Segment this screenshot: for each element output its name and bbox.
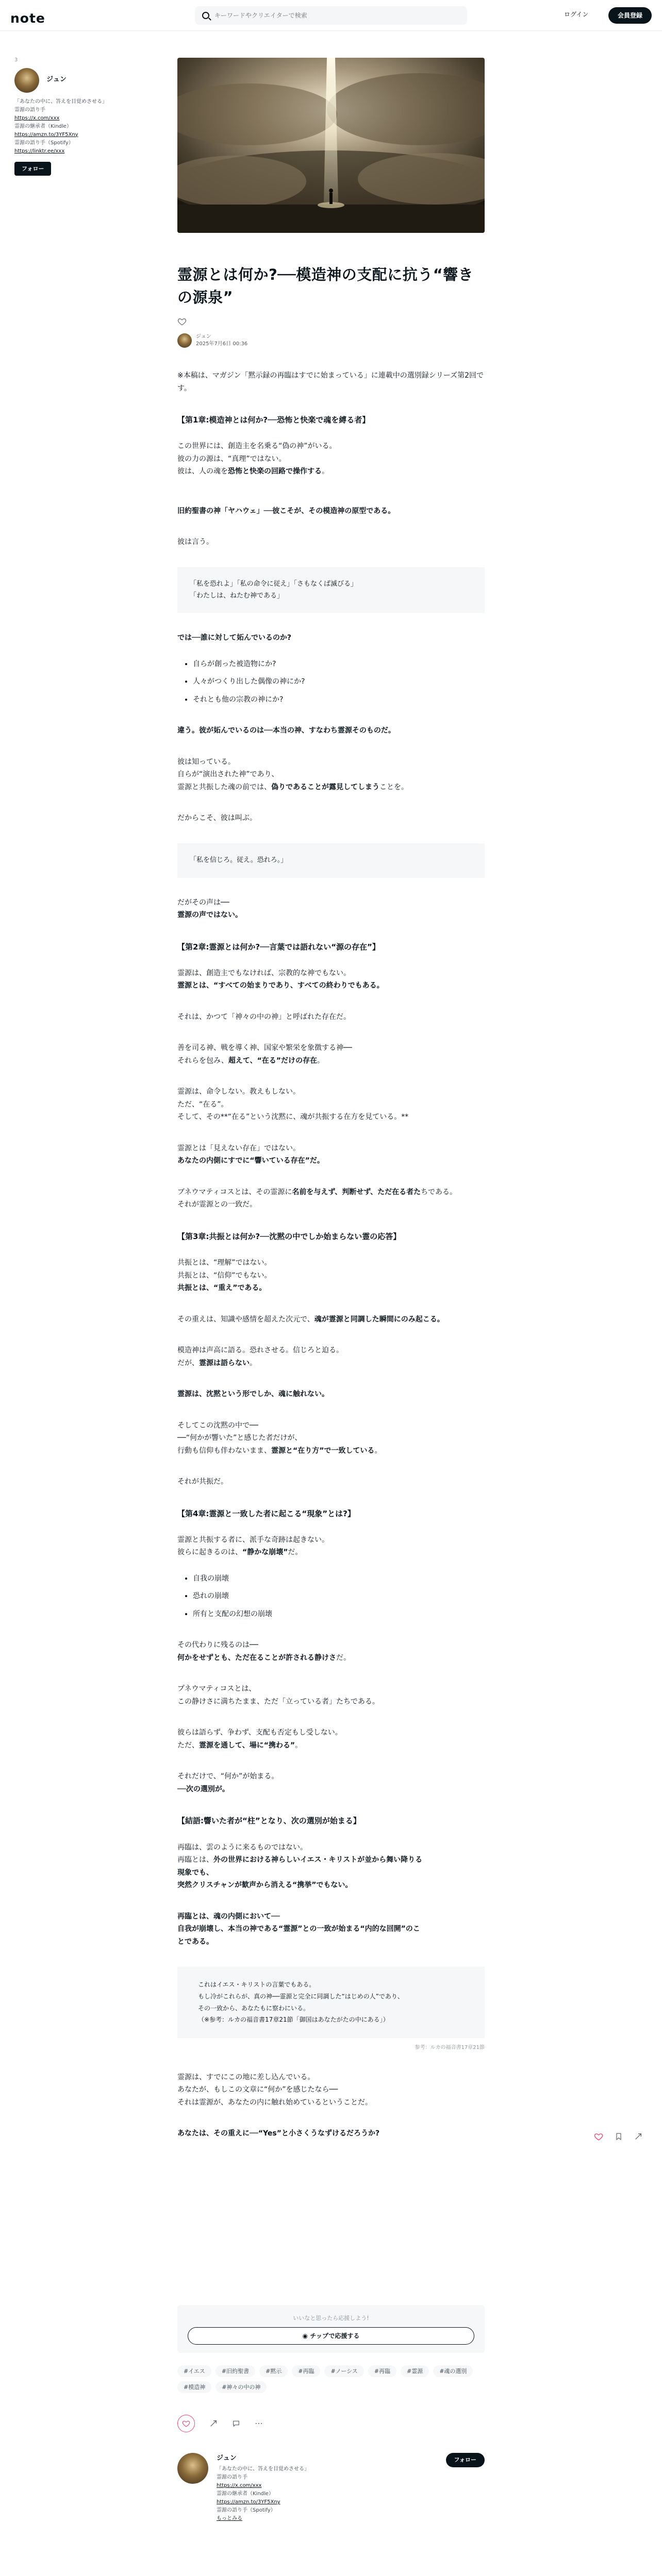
blockquote <box>177 567 485 614</box>
bio-link[interactable]: https://x.com/xxx <box>217 2483 262 2489</box>
paragraph: では──誰に対して妬んでいるのか? <box>177 634 291 642</box>
search-input[interactable] <box>214 12 462 19</box>
bio-line: 霊源の語り手 <box>14 107 45 113</box>
paragraph: 霊源は、創造主でもなければ、宗教的な神でもない。 <box>177 969 351 977</box>
share-icon[interactable] <box>209 2419 218 2428</box>
paragraph: 霊源と共振する者に、派手な奇跡は起きない。 <box>177 1535 329 1544</box>
paragraph: 共振とは、“理解”ではない。 <box>177 1259 272 1267</box>
follow-button[interactable]: フォロー <box>446 2453 485 2467</box>
publish-date: 2025年7月6日 00:36 <box>196 341 248 347</box>
sidebar-counter: 3 <box>14 57 18 63</box>
bio-link[interactable]: https://linktr.ee/xxx <box>14 148 65 154</box>
section-heading: 【結語:響いた者が“柱”となり、次の選別が始まる】 <box>177 1816 361 1826</box>
quote-line: 「わたしは、ねたむ神である」 <box>190 591 284 600</box>
section-heading: 【第2章:霊源とは何か?──言葉では語れない“源の存在”】 <box>177 942 380 952</box>
paragraph: 自らが“演出された神”であり、 <box>177 770 279 779</box>
paragraph: 再臨とは、外の世界における神らしいイエス・キリストが並から舞い降りる <box>177 1856 423 1864</box>
search-box[interactable] <box>195 6 467 25</box>
quote-caption: 参考：ルカの福音書17章21節 <box>415 2045 485 2051</box>
paragraph: それが共振だ。 <box>177 1478 228 1486</box>
share-icon[interactable] <box>634 2132 642 2141</box>
paragraph: あなたは、その重えに──“Yes”と小さくうなずけるだろうか? <box>177 2129 380 2138</box>
hashtag[interactable]: #黙示 <box>259 2365 288 2377</box>
quote-line: 「私を恐れよ」「私の命令に従え」「さもなくば滅びる」 <box>190 580 358 588</box>
paragraph: 旧約聖書の神「ヤハウェ」──彼こそが、その模造神の原型である。 <box>177 506 395 515</box>
tip-icon: ◉ <box>302 2332 310 2340</box>
paragraph: 自我が崩壊し、本当の神である“霊源”との一致が始まる“内的な回開”のこ <box>177 1925 420 1933</box>
comment-icon[interactable] <box>232 2419 240 2428</box>
bio-line: 霊源の語り手（Spotify） <box>217 2507 276 2514</box>
paragraph: 再臨とは、魂の内側において── <box>177 1912 280 1921</box>
like-button[interactable] <box>177 2415 195 2432</box>
hashtag[interactable]: #模造神 <box>177 2381 211 2393</box>
hero-illustration <box>177 58 485 233</box>
bullet-list <box>177 658 485 706</box>
more-icon[interactable]: ⋯ <box>255 2418 263 2429</box>
intro-text: ※本稿は、マガジン「黙示録の再臨はすでに始まっている」に連載中の選別録シリーズ第2回です。 <box>177 371 484 393</box>
paragraph: プネウマティコスとは、 <box>177 1685 256 1693</box>
note-logo[interactable]: note <box>10 11 45 26</box>
section-heading: 【第4章:霊源と一致した者に起こる“現象”とは?】 <box>177 1509 355 1518</box>
read-more-link[interactable]: もっとみる <box>217 2516 242 2522</box>
paragraph: 善を司る神、戦を導く神、国家や繁栄を象徴する神── <box>177 1044 352 1053</box>
author-name[interactable]: ジュン <box>217 2454 237 2463</box>
quote-line: これはイエス・キリストの言葉でもある。 <box>198 1981 316 1988</box>
paragraph: 彼らに起きるのは、“静かな崩壊”だ。 <box>177 1548 303 1557</box>
creator-bio <box>14 98 112 156</box>
paragraph: それは、かつて「神々の中の神」と呼ばれた存在だ。 <box>177 1012 351 1021</box>
blockquote <box>177 1967 485 2038</box>
hashtag[interactable]: #イエス <box>177 2365 211 2377</box>
top-bar <box>0 0 662 31</box>
section-heading: 【第3章:共振とは何か?──沈黙の中でしか始まらない霊の応答】 <box>177 1231 401 1241</box>
paragraph: 霊源は、命令しない。教えもしない。 <box>177 1088 300 1096</box>
hashtag[interactable]: #旧約聖書 <box>216 2365 255 2377</box>
tip-button[interactable] <box>188 2327 474 2345</box>
bullet-list <box>177 1572 485 1621</box>
list-item: • それとも他の宗教の神にか? <box>193 693 485 706</box>
paragraph: 霊源の声ではない。 <box>177 911 242 919</box>
section-heading: 【第1章:模造神とは何か?──恐怖と快楽で魂を縛る者】 <box>177 415 370 425</box>
paragraph: 霊源は、すでにこの地に差し込んでいる。 <box>177 2073 315 2081</box>
login-link[interactable]: ログイン <box>564 11 589 18</box>
bio-line: 「あなたの中に、答えを目覚めさせる」 <box>217 2466 309 2472</box>
hashtag[interactable]: #ノーシス <box>324 2365 363 2377</box>
paragraph: ただ、霊源を通して、場に“携わる”。 <box>177 1741 303 1750</box>
search-icon <box>202 12 209 19</box>
bio-line: 霊源の継承者（Kindle） <box>217 2491 274 2497</box>
bio-link[interactable]: https://amzn.to/3YF5Xny <box>217 2499 280 2505</box>
paragraph: 再臨は、雲のように来るものではない。 <box>177 1843 307 1852</box>
paragraph: 行動も信仰も伴わないまま、霊源と“在り方”で一致している。 <box>177 1446 382 1455</box>
tip-box <box>177 2305 485 2353</box>
avatar[interactable] <box>177 333 192 348</box>
paragraph: それだけで、“何か”が始まる。 <box>177 1772 279 1781</box>
paragraph: あなたが、もしこの文章に“何か”を感じたなら── <box>177 2086 338 2094</box>
quote-line: もし冷がこれらが、真の神──霊源と完全に同調した“はじめの人”であり、 <box>198 1992 404 2000</box>
article-actions <box>177 2415 485 2432</box>
hashtag[interactable]: #霊源 <box>401 2365 429 2377</box>
author-bio <box>217 2465 382 2523</box>
paragraph: その代わりに残るのは── <box>177 1641 258 1650</box>
paragraph: 共振とは、“重え”である。 <box>177 1284 267 1292</box>
hashtag[interactable]: #神々の中の神 <box>216 2381 267 2393</box>
bio-line: 霊源の語り手 <box>217 2475 247 2481</box>
paragraph: ──次の選別が。 <box>177 1785 229 1793</box>
heart-icon <box>182 2419 190 2428</box>
paragraph: 何かをせずとも、ただ在ることが許される静けさだ。 <box>177 1653 351 1662</box>
bio-line: 「あなたの中に、答えを目覚めさせる」 <box>14 98 107 105</box>
paragraph: 霊源とは「見えない存在」ではない。 <box>177 1144 300 1153</box>
article-body <box>177 369 485 2140</box>
paragraph: 模造神は声高に語る。恐れさせる。信じろと迫る。 <box>177 1346 343 1354</box>
avatar[interactable] <box>14 68 39 93</box>
paragraph: ──“何かが響いた”と感じた者だけが、 <box>177 1434 302 1442</box>
bio-line: 霊源の語り手（Spotify） <box>14 140 74 146</box>
list-item: • 恐れの崩壊 <box>193 1590 485 1603</box>
quote-line: （※参考：ルカの福音書17章21節「御国はあなたがたの中にある」） <box>198 2016 389 2024</box>
paragraph: それは霊源が、あなたの内に触れ始めているということだ。 <box>177 2098 372 2107</box>
blockquote <box>177 843 485 878</box>
paragraph: 現象でも、 <box>177 1868 213 1877</box>
paragraph: そしてこの沈黙の中で── <box>177 1421 258 1430</box>
paragraph: 違う。彼が妬んでいるのは──本当の神、すなわち霊源そのものだ。 <box>177 726 395 735</box>
quote-line: その一致から、あなたもに察わにいる。 <box>198 2004 310 2012</box>
creator-name[interactable]: ジュン <box>46 76 67 84</box>
paragraph: 共振とは、“信仰”でもない。 <box>177 1271 272 1280</box>
paragraph: 突然クリスチャンが歓声から消える“携挙”でもない。 <box>177 1881 353 1889</box>
paragraph: あなたの内側にすでに“響いている存在”だ。 <box>177 1157 324 1165</box>
list-item: • 自我の崩壊 <box>193 1572 485 1585</box>
article <box>177 58 485 2525</box>
paragraph: 霊源は、沈黙という形でしか、魂に触れない。 <box>177 1390 329 1398</box>
tag-list <box>177 2365 485 2394</box>
bookmark-icon[interactable] <box>615 2132 623 2141</box>
article-meta <box>177 333 485 348</box>
paragraph: 彼らは語らず、争わず、支配も否定もし受しない。 <box>177 1728 342 1737</box>
paragraph: 霊源と共振した魂の前では、偽りであることが露見してしまうことを。 <box>177 783 408 791</box>
heart-icon[interactable] <box>177 317 187 326</box>
paragraph: この静けさに満ちたまま、ただ「立っている者」たちである。 <box>177 1697 379 1706</box>
hashtag[interactable]: #再臨 <box>368 2365 396 2377</box>
list-item: • 自らが創った被造物にか? <box>193 658 485 671</box>
author-name[interactable]: ジュン <box>196 334 211 340</box>
list-item: • 所有と支配の幻想の崩壊 <box>193 1608 485 1621</box>
hashtag[interactable]: #魂の選別 <box>433 2365 473 2377</box>
paragraph: その重えは、知識や感情を超えた次元で、魂が霊源と同調した瞬間にのみ起こる。 <box>177 1315 444 1324</box>
paragraph: だからこそ、彼は叫ぶ。 <box>177 814 257 823</box>
heart-icon[interactable] <box>594 2132 603 2141</box>
paragraph: そして、その**“在る”という沈黙に、魂が共振する在方を見ている。** <box>177 1113 409 1122</box>
list-item: • 人々がつくり出した偶像の神にか? <box>193 675 485 688</box>
paragraph: この世界には、創造主を名乗る“偽の神”がいる。 <box>177 442 337 451</box>
paragraph: とである。 <box>177 1937 213 1946</box>
hashtag[interactable]: #再臨 <box>292 2365 320 2377</box>
paragraph: 彼は、人の魂を恐怖と快楽の回路で操作する。 <box>177 467 329 476</box>
tip-button-label: チップで応援する <box>310 2332 360 2340</box>
signup-button[interactable]: 会員登録 <box>608 7 652 24</box>
quote-line: 「私を信じろ。従え。恐れろ。」 <box>190 856 288 864</box>
paragraph: だがその声は── <box>177 898 229 907</box>
floating-actions <box>594 2132 642 2141</box>
bio-link[interactable]: https://x.com/xxx <box>14 115 60 121</box>
article-title: 霊源とは何か?──模造神の支配に抗う“響きの源泉” <box>177 266 474 306</box>
paragraph: ブネウマティコスとは、その霊源に名前を与えず、判断せず、ただ在る者たちである。 <box>177 1188 457 1196</box>
tip-question: いいなと思ったら応援しよう! <box>293 2314 369 2321</box>
paragraph: 彼は知っている。 <box>177 757 235 766</box>
paragraph: それが霊源との一致だ。 <box>177 1200 257 1209</box>
bio-link[interactable]: https://amzn.to/3YF5Xny <box>14 131 78 138</box>
paragraph: 彼は言う。 <box>177 538 213 547</box>
bio-line: 霊源の継承者（Kindle） <box>14 123 72 129</box>
avatar[interactable] <box>177 2453 208 2484</box>
paragraph: 彼の力の源は、“真理”ではない。 <box>177 454 286 463</box>
follow-button[interactable]: フォロー <box>14 162 51 176</box>
paragraph: だが、霊源は語らない。 <box>177 1359 257 1367</box>
paragraph: ただ、“在る”。 <box>177 1100 228 1109</box>
author-card <box>177 2453 485 2525</box>
creator-sidebar <box>14 56 128 176</box>
hero-image <box>177 58 485 233</box>
paragraph: それらを包み、超えて、“在る”だけの存在。 <box>177 1056 324 1065</box>
paragraph: 霊源とは、“すべての始まりであり、すべての終わりでもある。 <box>177 981 384 990</box>
